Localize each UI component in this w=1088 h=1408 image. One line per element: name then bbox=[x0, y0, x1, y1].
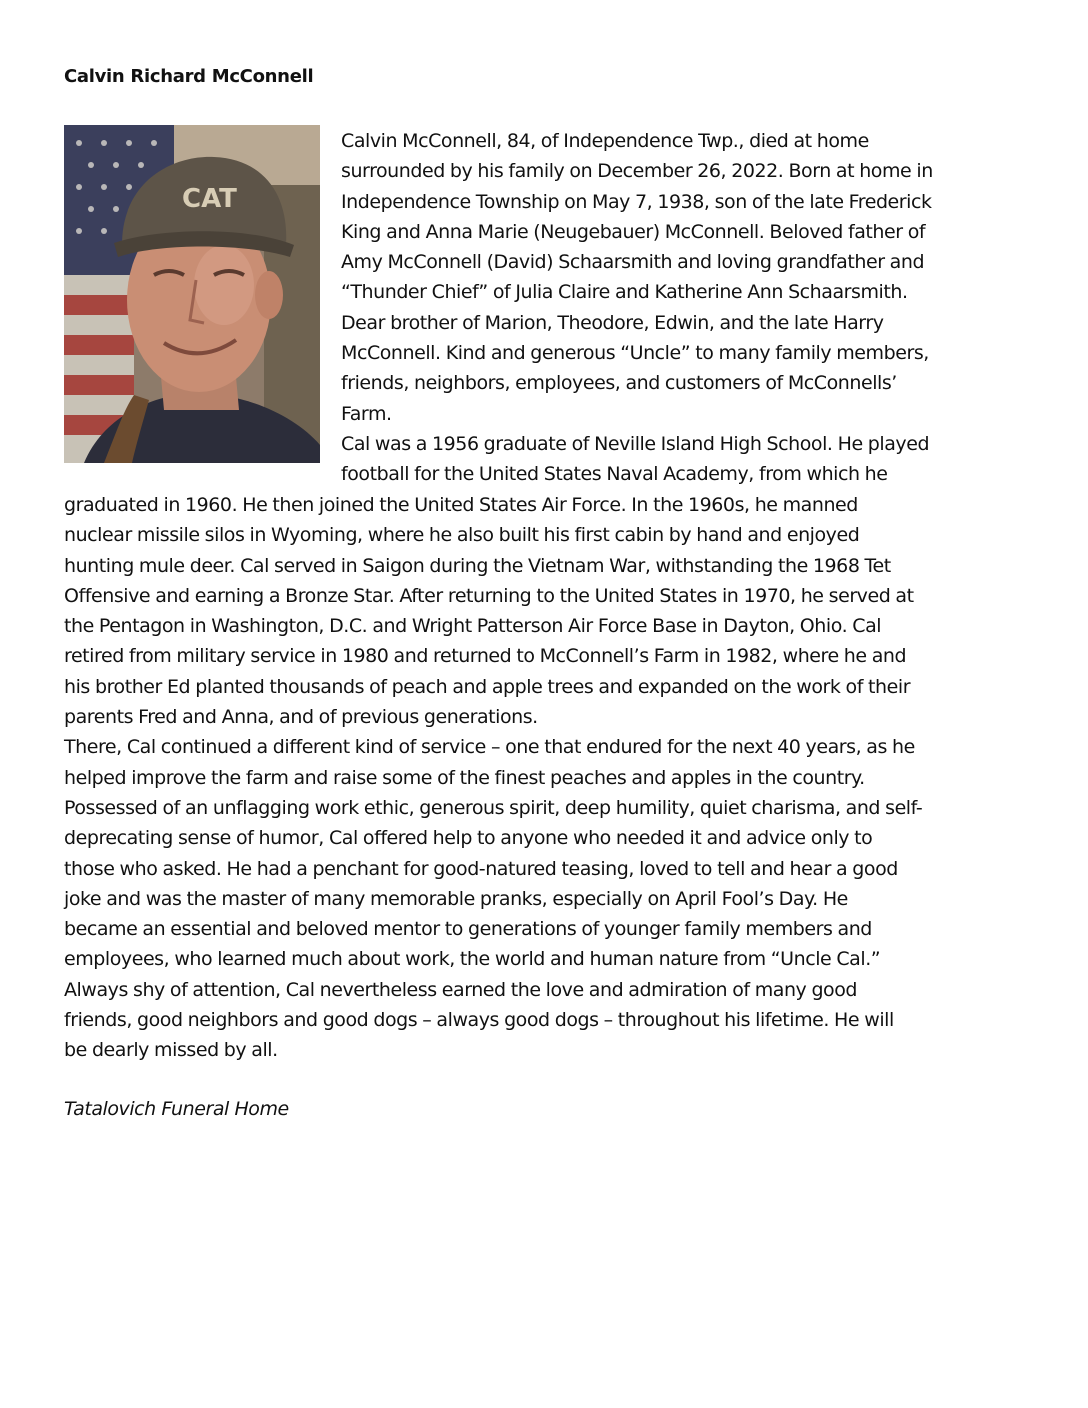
text-line: football for the United States Naval Academy, from which he bbox=[341, 463, 888, 486]
text-line: “Thunder Chief” of Julia Claire and Katherine Ann Schaarsmith. bbox=[341, 281, 908, 304]
text-line: those who asked. He had a penchant for good-natured teasing, loved to tell and hear a good bbox=[64, 857, 898, 880]
text-line: surrounded by his family on December 26, 2022. Born at home in bbox=[341, 160, 933, 183]
text-line: Farm. bbox=[341, 402, 392, 425]
text-line: joke and was the master of many memorable pranks, especially on April Fool’s Day. He bbox=[64, 887, 848, 910]
text-line: became an essential and beloved mentor to generations of younger family members and bbox=[64, 918, 872, 941]
text-line: retired from military service in 1980 and returned to McConnell’s Farm in 1982, where he and bbox=[64, 645, 907, 668]
text-line: employees, who learned much about work, the world and human nature from “Uncle Cal.” bbox=[64, 948, 881, 971]
text-line: the Pentagon in Washington, D.C. and Wright Patterson Air Force Base in Dayton, Ohio. Cal bbox=[64, 615, 882, 638]
text-line: McConnell. Kind and generous “Uncle” to many family members, bbox=[341, 342, 929, 365]
text-line: friends, neighbors, employees, and customers of McConnells’ bbox=[341, 372, 897, 395]
text-line: graduated in 1960. He then joined the United States Air Force. In the 1960s, he manned bbox=[64, 494, 858, 516]
text-line: his brother Ed planted thousands of peach and apple trees and expanded on the work of their bbox=[64, 675, 911, 698]
funeral-home-credit: Tatalovich Funeral Home bbox=[64, 1098, 289, 1120]
text-line: Independence Township on May 7, 1938, son of the late Frederick bbox=[341, 190, 932, 213]
text-line: hunting mule deer. Cal served in Saigon during the Vietnam War, withstanding the 1968 Tet bbox=[64, 554, 891, 577]
text-line: Offensive and earning a Bronze Star. After returning to the United States in 1970, he served at bbox=[64, 584, 914, 607]
text-line: King and Anna Marie (Neugebauer) McConnell. Beloved father of bbox=[341, 220, 926, 243]
text-line: Possessed of an unflagging work ethic, generous spirit, deep humility, quiet charisma, and self- bbox=[64, 796, 923, 819]
page-title: Calvin Richard McConnell bbox=[64, 66, 314, 87]
text-line: friends, good neighbors and good dogs – always good dogs – throughout his lifetime. He will bbox=[64, 1009, 894, 1032]
text-line: Cal was a 1956 graduate of Neville Island High School. He played bbox=[341, 432, 930, 455]
paragraph-1 bbox=[341, 126, 933, 490]
text-line: Always shy of attention, Cal nevertheless earned the love and admiration of many good bbox=[64, 978, 858, 1001]
text-line: be dearly missed by all. bbox=[64, 1039, 278, 1062]
text-line: deprecating sense of humor, Cal offered help to anyone who needed it and advice only to bbox=[64, 827, 873, 850]
cap-logo-text: CAT bbox=[182, 184, 237, 214]
text-line: Amy McConnell (David) Schaarsmith and loving grandfather and bbox=[341, 251, 925, 274]
paragraph-2-continued bbox=[64, 490, 922, 1066]
text-line: Dear brother of Marion, Theodore, Edwin, and the late Harry bbox=[341, 311, 884, 334]
text-line: nuclear missile silos in Wyoming, where he also built his first cabin by hand and enjoyed bbox=[64, 524, 860, 547]
text-line: helped improve the farm and raise some of the finest peaches and apples in the country. bbox=[64, 766, 865, 789]
text-line: Calvin McConnell, 84, of Independence Twp., died at home bbox=[341, 130, 869, 152]
text-line: There, Cal continued a different kind of service – one that endured for the next 40 years, as he bbox=[64, 736, 915, 759]
portrait-photo bbox=[64, 125, 320, 463]
text-line: parents Fred and Anna, and of previous generations. bbox=[64, 706, 538, 729]
